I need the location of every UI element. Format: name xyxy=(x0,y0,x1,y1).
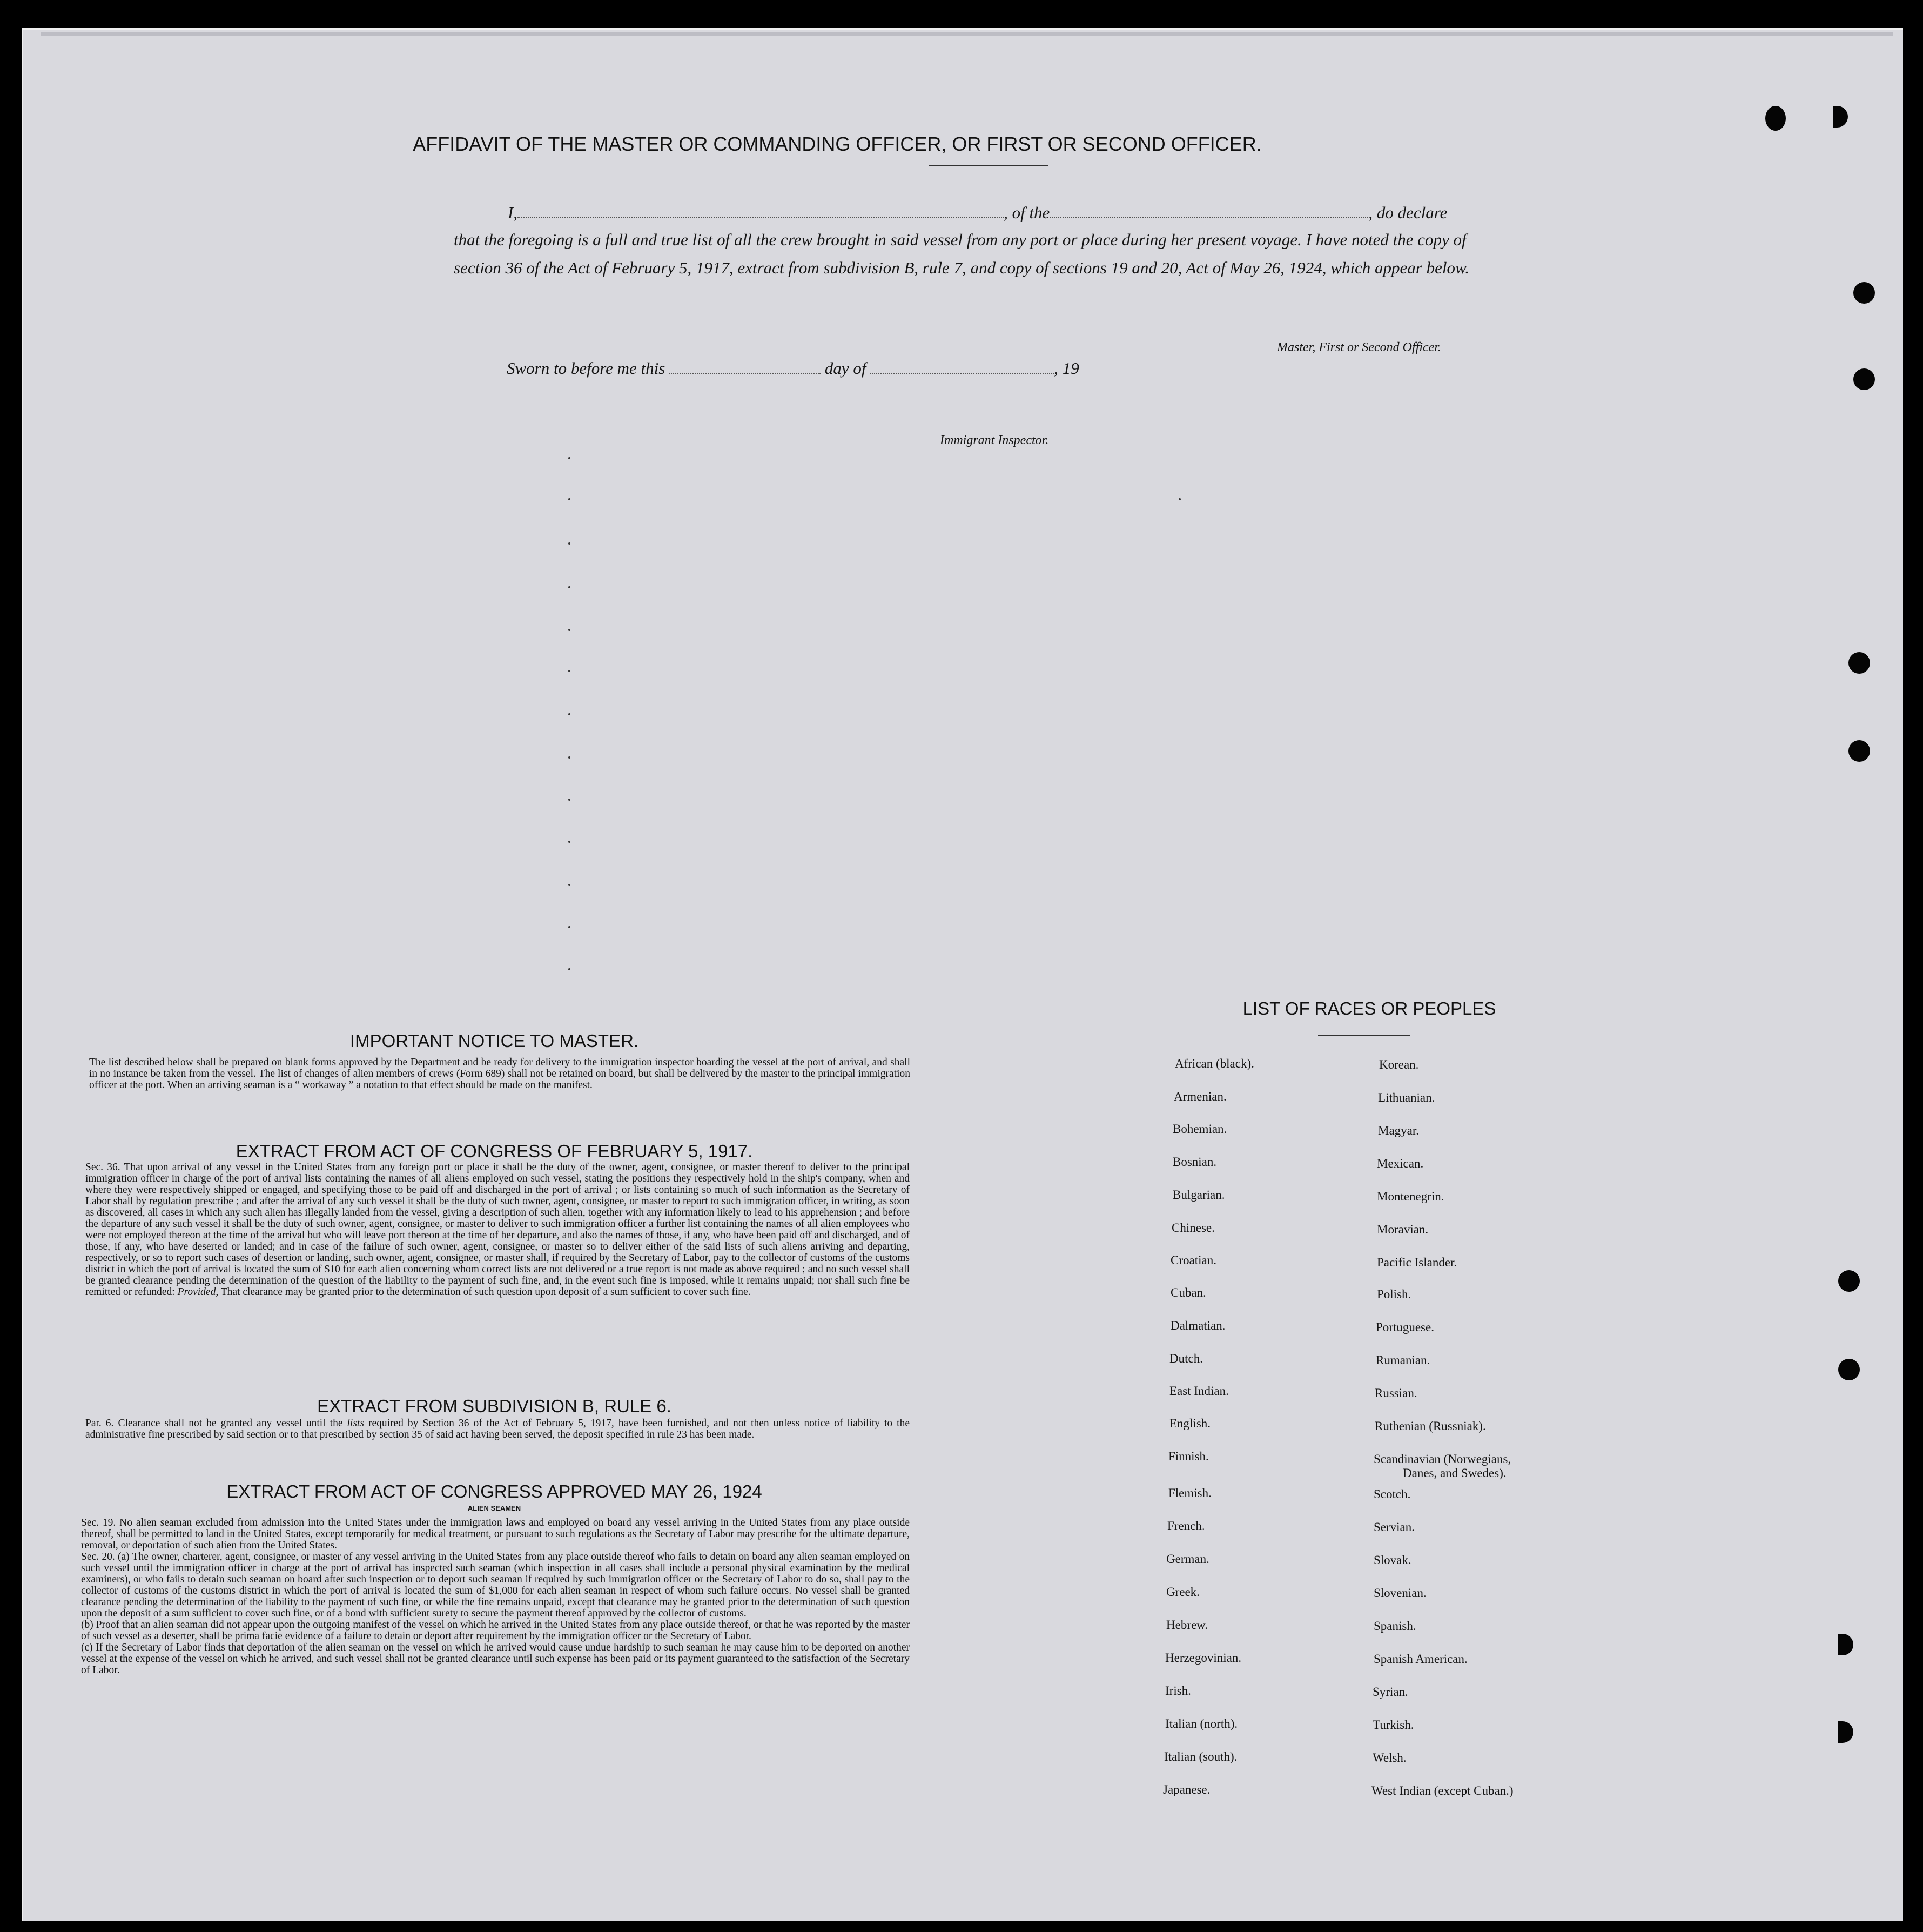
race-item: Korean. xyxy=(1379,1058,1419,1071)
race-item: Mexican. xyxy=(1377,1157,1424,1170)
affidavit-title: AFFIDAVIT OF THE MASTER OR COMMANDING OFFICER, OR FIRST OR SECOND OFFICER. xyxy=(413,133,1262,155)
race-item: Servian. xyxy=(1374,1520,1415,1534)
sworn-year: , 19 xyxy=(1054,359,1079,378)
sworn-day-of: day of xyxy=(824,359,866,378)
extract-1917-provided: Provided, xyxy=(177,1286,219,1298)
section-19: Sec. 19. No alien seaman excluded from admission into the United States under the immigration laws and employed on board any vessel arriving in the United States from any place outside thereof, shall be permitted to land in the United States, except temporarily for medical treatment, or pursuant to such regulations as the Secretary of Labor may prescribe for the ultimate departure, removal, or deportation of such alien from the United States. xyxy=(81,1517,910,1551)
punch-hole xyxy=(1848,652,1870,674)
race-item: Slovak. xyxy=(1374,1553,1411,1567)
race-item: Bosnian. xyxy=(1173,1155,1217,1169)
section-20a: Sec. 20. (a) The owner, charterer, agent, consignee, or master of any vessel arriving in the United States from any place outside thereof who fails to detain on board any alien seaman employed on such vessel until the immigration officer in charge at the port of arrival has inspected such seaman (which inspection in all cases shall include a personal physical examination by the medical examiners), or who fails to detain such seaman on board after such inspection or to deport such seaman if required by such immigration officer or the Secretary of Labor to do so, shall pay to the collector of customs of the customs district in which the port of arrival is located the sum of $1,000 for each alien seaman in respect of whom such failure occurs. No vessel shall be granted clearance pending the determination of the liability to the payment of such fine, or while the fine remains unpaid, except that clearance may be granted prior to the determination of such question upon the deposit of a sum sufficient to cover such fine, or of a bond with sufficient surety to secure the payment thereof approved by the collector of customs. xyxy=(81,1551,910,1619)
race-item: Dalmatian. xyxy=(1171,1319,1226,1332)
punch-hole xyxy=(1838,1359,1860,1380)
race-item: English. xyxy=(1169,1417,1211,1430)
race-item: Dutch. xyxy=(1169,1352,1203,1365)
page-top-edge xyxy=(41,32,1893,36)
race-item: Flemish. xyxy=(1168,1486,1212,1500)
declaration-do-declare: , do declare xyxy=(1368,203,1448,222)
punch-hole xyxy=(1848,740,1870,762)
vessel-field[interactable] xyxy=(1050,217,1368,218)
inspector-caption: Immigrant Inspector. xyxy=(940,433,1049,447)
race-item: Polish. xyxy=(1377,1287,1411,1301)
rule-6-text xyxy=(85,1418,910,1440)
sworn-line xyxy=(507,354,1079,383)
extract-1917-text xyxy=(85,1162,910,1298)
extract-1917-body-end: That clearance may be granted prior to the determination of such question upon deposit of a sum sufficient to cover such fine. xyxy=(220,1286,751,1298)
race-item: Turkish. xyxy=(1373,1718,1414,1732)
race-item: Syrian. xyxy=(1373,1685,1408,1699)
race-item: Spanish American. xyxy=(1374,1652,1468,1666)
stray-mark xyxy=(568,968,570,970)
signature-caption: Master, First or Second Officer. xyxy=(1277,340,1441,354)
declaration-line xyxy=(508,199,1512,227)
race-item: West Indian (except Cuban.) xyxy=(1371,1784,1514,1797)
race-item: East Indian. xyxy=(1169,1384,1229,1398)
race-item: Rumanian. xyxy=(1376,1353,1430,1367)
race-item: Ruthenian (Russniak). xyxy=(1375,1419,1486,1433)
races-title: LIST OF RACES OR PEOPLES xyxy=(1242,998,1496,1018)
stray-mark xyxy=(568,457,570,459)
race-item: Portuguese. xyxy=(1376,1320,1434,1334)
race-item: Spanish. xyxy=(1374,1619,1416,1633)
race-item: Bohemian. xyxy=(1173,1122,1227,1136)
race-item: French. xyxy=(1167,1519,1205,1533)
extract-1917-title: EXTRACT FROM ACT OF CONGRESS OF FEBRUARY 5, 1917. xyxy=(236,1141,753,1161)
extract-1917-body: Sec. 36. That upon arrival of any vessel in the United States from any foreign port or place it shall be the duty of the owner, agent, consignee, or master thereof to deliver to the principal immigration officer in charge of the port of arrival lists containing the names of all aliens employed on such vessel, stating the positions they respectively hold in the ship's company, when and where they were respectively shipped or engaged, and specifying those to be paid off and discharged in the port of arrival ; or lists containing so much of such information as the Secretary of Labor shall by regulation prescribe ; and after the arrival of any such vessel it shall be the duty of such owner, agent, consignee, or master to report to such immigration officer, in writing, as soon as discovered, all cases in which any such alien has illegally landed from the vessel, giving a description of such alien, together with any information likely to lead to his apprehension ; and before the departure of any such vessel it shall be the duty of such owner, agent, consignee, or master to deliver to such immigration officer a further list containing the names of all alien employees who were not employed thereon at the time of the arrival but who will leave port thereon at the time of her departure, and also the names of those, if any, who have been paid off and discharged, and of those, if any, who have deserted or landed; and in case of the failure of such owner, agent, consignee, or master so to deliver either of the said lists of such aliens arriving and departing, respectively, or so to report such cases of desertion or landing, such owner, agent, consignee, or master shall, if required by the Secretary of Labor, pay to the collector of customs of the customs district in which the port of arrival is located the sum of $10 for each alien concerning whom correct lists are not delivered or a true report is not made as above required ; and no such vessel shall be granted clearance pending the determination of the question of the liability to the payment of such fine, and, in the event such fine is imposed, while it remains unpaid; nor shall such fine be remitted or refunded: xyxy=(85,1162,910,1298)
race-item: Lithuanian. xyxy=(1378,1091,1435,1104)
punch-hole xyxy=(1853,368,1875,390)
race-item: Croatian. xyxy=(1171,1253,1216,1267)
stray-mark xyxy=(568,926,570,928)
race-item: Scotch. xyxy=(1374,1487,1411,1501)
stray-mark xyxy=(1179,498,1181,500)
stray-mark xyxy=(568,841,570,843)
title-divider xyxy=(929,165,1048,166)
races-divider xyxy=(1318,1035,1410,1036)
stray-mark xyxy=(568,542,570,545)
rule-6-title: EXTRACT FROM SUBDIVISION B, RULE 6. xyxy=(317,1396,671,1416)
race-item: Scandinavian (Norwegians, xyxy=(1374,1452,1511,1466)
stray-mark xyxy=(568,670,570,672)
stray-mark xyxy=(568,713,570,715)
stray-mark xyxy=(568,498,570,500)
alien-seamen-subtitle: ALIEN SEAMEN xyxy=(467,1504,521,1512)
race-item: Greek. xyxy=(1166,1585,1200,1599)
punch-hole xyxy=(1838,1270,1860,1292)
race-item: Italian (south). xyxy=(1164,1750,1238,1763)
punch-hole xyxy=(1765,106,1786,131)
race-item: Russian. xyxy=(1375,1386,1417,1400)
race-item: Pacific Islander. xyxy=(1377,1256,1457,1269)
declaration-of-the: , of the xyxy=(1004,203,1050,222)
race-item: Irish. xyxy=(1165,1684,1191,1698)
rule-6-body: Par. 6. Clearance shall not be granted any vessel until the xyxy=(85,1418,343,1429)
race-item: Danes, and Swedes). xyxy=(1403,1466,1507,1480)
punch-hole xyxy=(1853,282,1875,304)
race-item: Welsh. xyxy=(1373,1751,1407,1765)
stray-mark xyxy=(568,756,570,759)
race-item: Finnish. xyxy=(1168,1450,1209,1463)
stray-mark xyxy=(568,799,570,801)
sworn-day-field[interactable] xyxy=(669,373,821,374)
race-item: Herzegovinian. xyxy=(1165,1651,1242,1665)
section-20b: (b) Proof that an alien seaman did not appear upon the outgoing manifest of the vessel on which he arrived in the United States from any place outside thereof, or that he was reported by the master of such vessel as a deserter, shall be prima facie evidence of a failure to detain or deport after requirement by the immigration officer or the Secretary of Labor. xyxy=(81,1619,910,1642)
notice-title: IMPORTANT NOTICE TO MASTER. xyxy=(349,1031,639,1051)
extract-1924-title: EXTRACT FROM ACT OF CONGRESS APPROVED MAY 26, 1924 xyxy=(226,1481,762,1501)
race-item: Chinese. xyxy=(1172,1221,1215,1235)
race-item: Italian (north). xyxy=(1165,1717,1238,1730)
section-20c: (c) If the Secretary of Labor finds that deportation of the alien seaman on the vessel on which he arrived would cause undue hardship to such seaman he may cause him to be deported on another vessel at the expense of the vessel on which he arrived, and such vessel shall not be granted clearance until such expense has been paid or its payment guaranteed to the satisfaction of the Secretary of Labor. xyxy=(81,1642,910,1676)
race-item: Montenegrin. xyxy=(1377,1190,1444,1203)
declaration-i: I, xyxy=(508,203,518,222)
race-item: German. xyxy=(1166,1552,1209,1566)
rule-6-body-end: required by Section 36 of the Act of February 5, 1917, have been furnished, and not then unless notice of liability to the administrative fine prescribed by said section or to that prescribed by section 35 of said act having been served, the deposit specified in rule 23 has been made. xyxy=(85,1418,910,1440)
race-item: Magyar. xyxy=(1378,1124,1420,1137)
rule-6-lists: lists xyxy=(347,1418,364,1429)
notice-text: The list described below shall be prepared on blank forms approved by the Department and be ready for delivery to the immigration inspector boarding the vessel at the port of arrival, and shall in no instance be taken from the vessel. The list of changes of alien members of crews (Form 689) shall not be retained on board, but shall be delivered by the master to the principal immigration officer at the port. When an arriving seaman is a “ workaway ” a notation to that effect should be made on the manifest. xyxy=(89,1057,910,1091)
race-item: African (black). xyxy=(1175,1057,1254,1070)
stray-mark xyxy=(568,586,570,588)
sworn-month-field[interactable] xyxy=(870,373,1054,374)
sworn-text: Sworn to before me this xyxy=(507,359,665,378)
race-item: Bulgarian. xyxy=(1173,1188,1225,1202)
name-field[interactable] xyxy=(517,217,1004,218)
declaration-paragraph: that the foregoing is a full and true list of all the crew brought in said vessel from any port or place during her present voyage. I have noted the copy of section 36 of the Act of February 5, 1917, extract from subdivision B, rule 7, and copy of sections 19 and 20, Act of May 26, 1924, which appear below. xyxy=(454,230,1470,277)
stray-mark xyxy=(568,884,570,886)
race-item: Moravian. xyxy=(1377,1223,1429,1236)
stray-mark xyxy=(568,629,570,631)
extract-1924-text xyxy=(81,1517,910,1676)
race-item: Slovenian. xyxy=(1374,1586,1427,1600)
race-item: Cuban. xyxy=(1171,1286,1206,1299)
race-item: Hebrew. xyxy=(1166,1618,1208,1632)
race-item: Japanese. xyxy=(1163,1783,1211,1796)
race-item: Armenian. xyxy=(1174,1090,1227,1103)
